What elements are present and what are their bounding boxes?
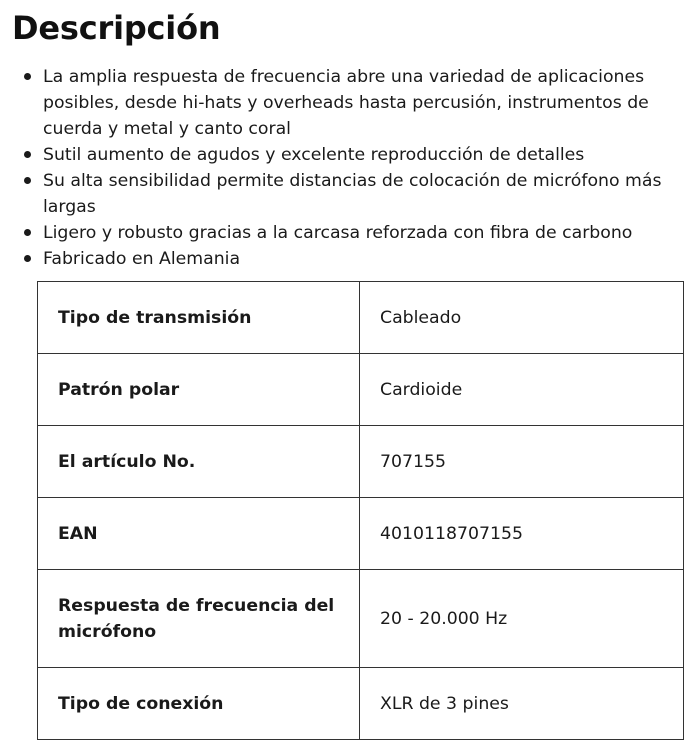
spec-label: Tipo de conexión [38,668,360,740]
spec-row-connection-type [38,668,684,740]
spec-label: El artículo No. [38,426,360,498]
feature-item: Fabricado en Alemania [43,246,698,272]
spec-value: 20 - 20.000 Hz [360,570,684,668]
spec-value: XLR de 3 pines [360,668,684,740]
spec-value: 4010118707155 [360,498,684,570]
spec-row-ean [38,498,684,570]
feature-item: Sutil aumento de agudos y excelente reproducción de detalles [43,142,698,168]
feature-item: Su alta sensibilidad permite distancias de colocación de micrófono más largas [43,168,698,220]
spec-label: EAN [38,498,360,570]
spec-label: Respuesta de frecuencia del micrófono [38,570,360,668]
spec-label: Tipo de transmisión [38,282,360,354]
feature-item: Ligero y robusto gracias a la carcasa reforzada con fibra de carbono [43,220,698,246]
spec-row-polar-pattern [38,354,684,426]
feature-list [20,64,698,272]
feature-item: La amplia respuesta de frecuencia abre una variedad de aplicaciones posibles, desde hi-hats y overheads hasta percusión, instrumentos de cuerda y metal y canto coral [43,64,698,142]
spec-label: Patrón polar [38,354,360,426]
spec-value: 707155 [360,426,684,498]
spec-row-article-number [38,426,684,498]
spec-value: Cableado [360,282,684,354]
spec-row-transmission-type [38,282,684,354]
spec-row-frequency-response [38,570,684,668]
spec-value: Cardioide [360,354,684,426]
specifications-table [37,281,684,740]
section-heading: Descripción [12,9,221,47]
